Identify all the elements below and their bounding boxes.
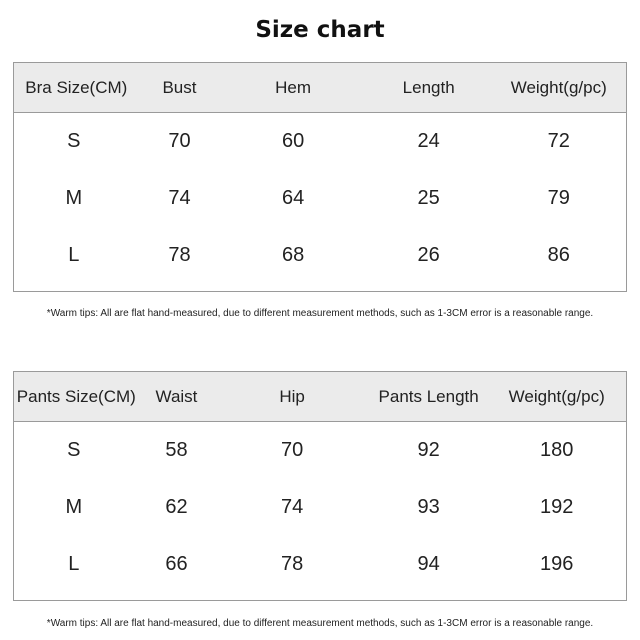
header-cell: Waist xyxy=(155,386,198,406)
bra-size-table xyxy=(13,62,627,292)
table-cell: 58 xyxy=(165,439,188,461)
table-cell: 180 xyxy=(540,439,574,461)
warm-tip-note: *Warm tips: All are flat hand-measured, due to different measurement methods, such as 1-3CM error is a reasonable range. xyxy=(46,618,594,629)
table-cell: 78 xyxy=(280,553,304,575)
header-cell: Weight(g/pc) xyxy=(508,386,605,406)
header-cell: Length xyxy=(402,77,455,97)
table-row xyxy=(14,422,626,479)
table-cell: 92 xyxy=(417,439,440,461)
table-cell: S xyxy=(67,130,81,152)
table-row xyxy=(14,170,626,227)
table-cell: 74 xyxy=(168,187,191,209)
table-cell: 72 xyxy=(547,130,570,152)
header-cell: Pants Size(CM) xyxy=(16,386,136,406)
table-cell: 26 xyxy=(417,244,440,266)
table-cell: 192 xyxy=(540,496,574,518)
table-cell: 68 xyxy=(281,244,305,266)
table-row xyxy=(14,536,626,593)
table-cell: 66 xyxy=(165,553,188,575)
table-cell: 74 xyxy=(280,496,304,518)
table-cell: S xyxy=(67,439,81,461)
table-cell: M xyxy=(65,187,83,209)
header-cell: Weight(g/pc) xyxy=(510,77,607,97)
table-row xyxy=(14,113,626,170)
table-cell: 93 xyxy=(417,496,440,518)
table-header-row xyxy=(14,63,626,113)
table-cell: 70 xyxy=(280,439,304,461)
table-row xyxy=(14,227,626,284)
table-header-row xyxy=(14,372,626,422)
table-cell: 78 xyxy=(168,244,191,266)
table-cell: L xyxy=(68,553,80,575)
table-cell: 94 xyxy=(417,553,440,575)
table-cell: 60 xyxy=(281,130,305,152)
header-cell: Bra Size(CM) xyxy=(25,77,128,97)
pants-size-table xyxy=(13,371,627,601)
header-cell: Pants Length xyxy=(378,386,479,406)
warm-tip-note: *Warm tips: All are flat hand-measured, due to different measurement methods, such as 1-3CM error is a reasonable range. xyxy=(46,308,594,319)
table-row xyxy=(14,479,626,536)
table-cell: 196 xyxy=(540,553,574,575)
table-cell: 86 xyxy=(547,244,570,266)
table-cell: M xyxy=(65,496,83,518)
header-cell: Hip xyxy=(279,386,305,406)
table-cell: L xyxy=(68,244,80,266)
table-cell: 25 xyxy=(417,187,440,209)
table-cell: 24 xyxy=(417,130,440,152)
header-cell: Bust xyxy=(162,77,197,97)
table-cell: 70 xyxy=(168,130,191,152)
page-title: Size chart xyxy=(255,17,385,43)
table-cell: 64 xyxy=(281,187,305,209)
table-cell: 79 xyxy=(547,187,570,209)
table-cell: 62 xyxy=(165,496,188,518)
header-cell: Hem xyxy=(275,77,312,97)
